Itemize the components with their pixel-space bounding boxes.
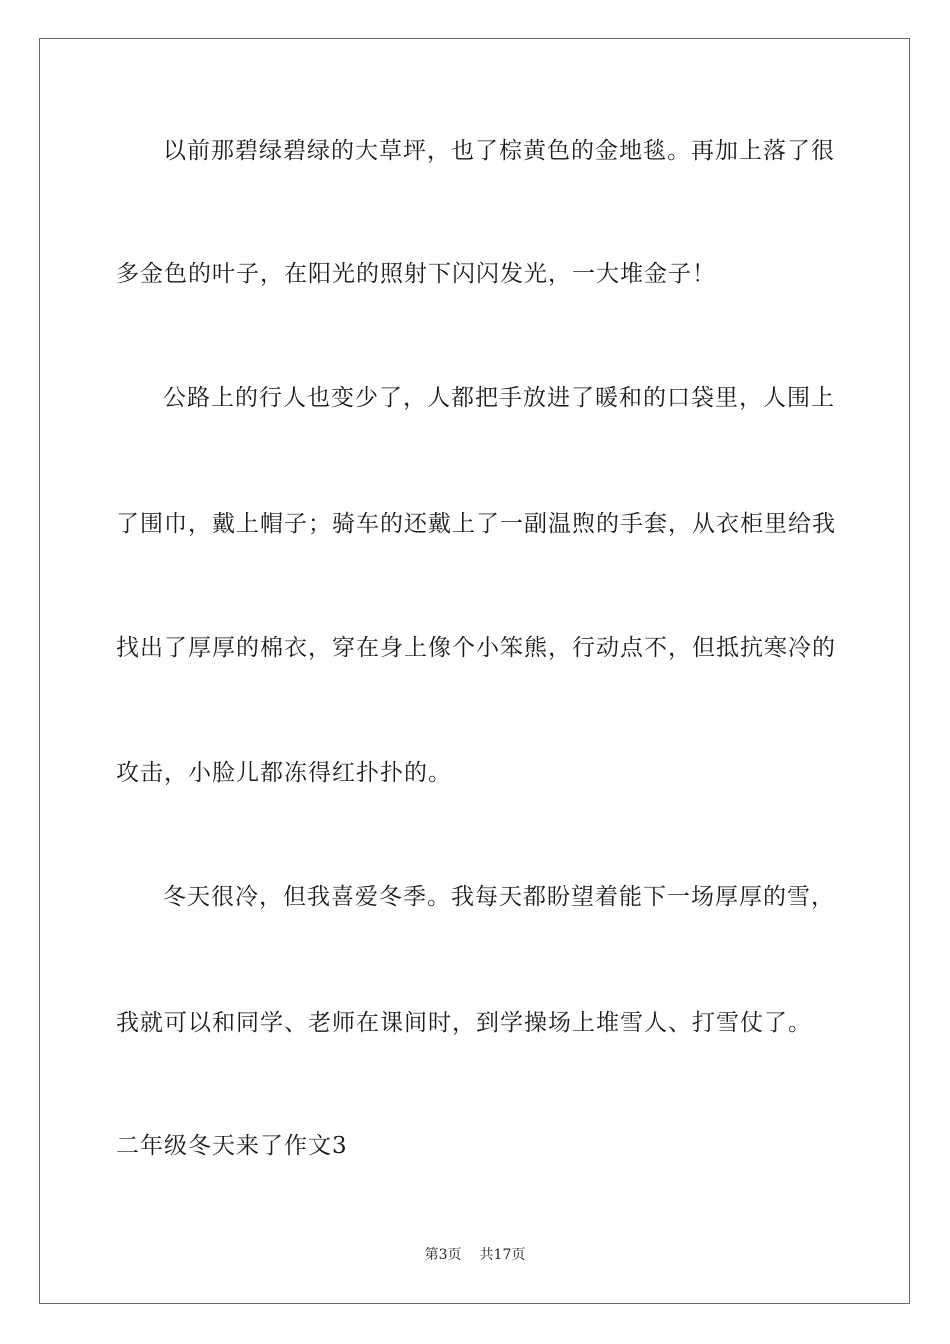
paragraph-line: 攻击，小脸儿都冻得红扑扑的。 [116,760,452,786]
paragraph-line: 公路上的行人也变少了，人都把手放进了暖和的口袋里，人围上 [163,385,835,411]
page-border [39,38,910,1304]
page-footer [0,1246,950,1264]
paragraph-line: 冬天很冷，但我喜爱冬季。我每天都盼望着能下一场厚厚的雪， [163,884,835,910]
section-heading: 二年级冬天来了作文3 [116,1133,348,1159]
page-number-current: 第3页 [424,1247,462,1263]
paragraph-line: 了围巾，戴上帽子；骑车的还戴上了一副温煦的手套，从衣柜里给我 [116,511,836,537]
paragraph-line: 找出了厚厚的棉衣，穿在身上像个小笨熊，行动点不，但抵抗寒冷的 [116,635,836,661]
page-number-total: 共17页 [479,1247,526,1263]
paragraph-line: 以前那碧绿碧绿的大草坪，也了棕黄色的金地毯。再加上落了很 [163,138,835,164]
paragraph-line: 我就可以和同学、老师在课间时，到学操场上堆雪人、打雪仗了。 [116,1010,812,1036]
paragraph-line: 多金色的叶子，在阳光的照射下闪闪发光，一大堆金子！ [116,261,716,287]
